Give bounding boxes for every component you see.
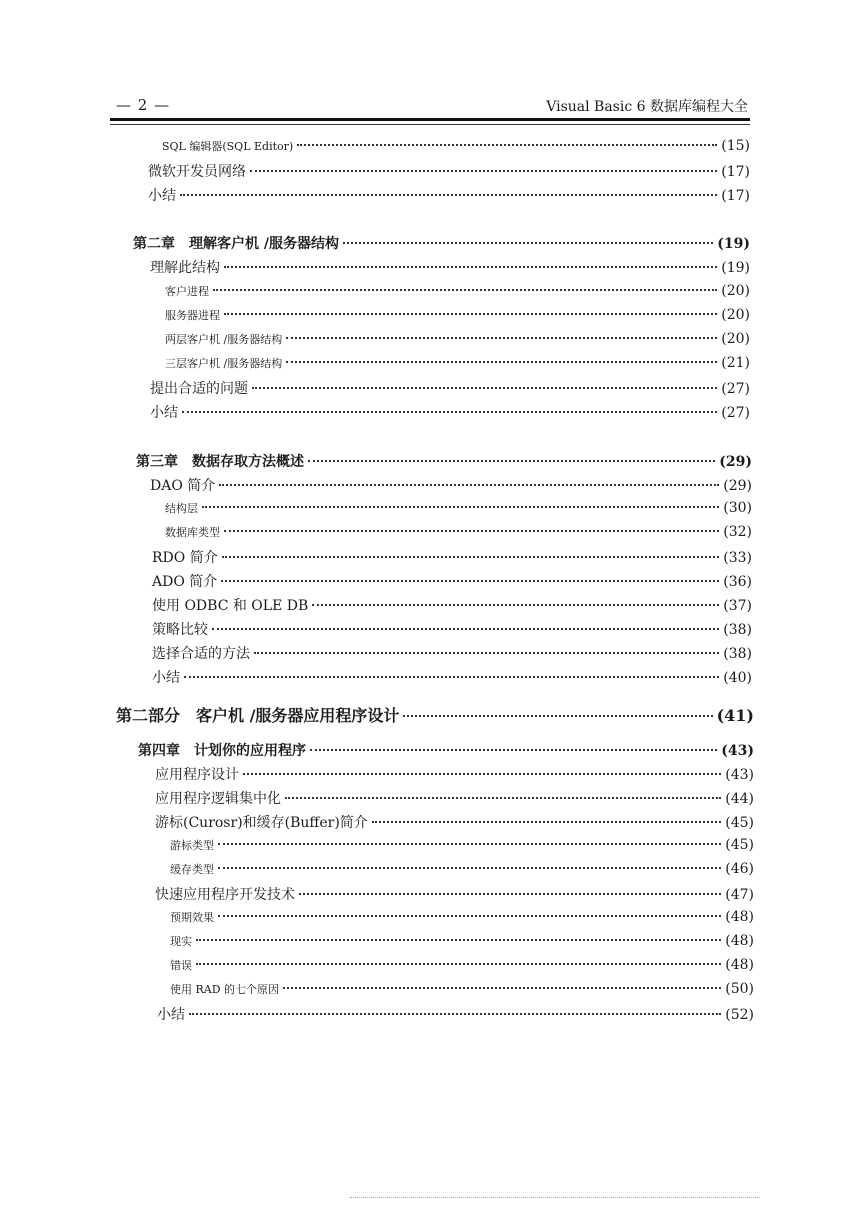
page-number: — 2 — <box>116 96 171 114</box>
dot-leader <box>182 410 717 413</box>
toc-entry-title: 服务器进程 <box>165 309 220 322</box>
dot-leader <box>372 820 721 823</box>
dot-leader <box>196 938 721 941</box>
dot-leader <box>224 265 717 268</box>
toc-entry-title: RDO 简介 <box>152 550 218 566</box>
dot-leader <box>184 675 719 678</box>
dot-leader <box>196 962 721 965</box>
toc-entry-page: (47) <box>725 887 754 903</box>
dot-leader <box>312 603 719 606</box>
toc-entry <box>152 667 752 687</box>
toc-entry <box>152 595 752 615</box>
toc-entry-page: (43) <box>725 767 754 783</box>
toc-entry-page: (40) <box>723 670 752 686</box>
toc-entry-page: (27) <box>721 381 750 397</box>
toc-entry <box>150 402 750 422</box>
toc-entry <box>165 283 750 299</box>
toc-entry <box>136 451 752 471</box>
toc-entry <box>165 500 752 516</box>
toc-entry-title: 应用程序设计 <box>155 767 239 783</box>
dot-leader <box>299 892 721 895</box>
toc-entry-title: DAO 简介 <box>150 478 216 494</box>
toc-entry-page: (15) <box>721 138 750 154</box>
toc-entry <box>152 547 752 567</box>
toc-entry <box>155 812 754 832</box>
toc-entry-page: (29) <box>719 454 752 470</box>
toc-entry-page: (27) <box>721 405 750 421</box>
toc-entry-page: (38) <box>723 646 752 662</box>
dot-leader <box>283 986 721 989</box>
toc-entry <box>152 571 752 591</box>
toc-entry-title: 小结 <box>152 670 180 686</box>
toc-entry-title: 结构层 <box>165 502 198 515</box>
toc-entry <box>170 837 754 853</box>
toc-entry <box>170 861 754 877</box>
toc-entry-title: 缓存类型 <box>170 863 214 876</box>
dot-leader <box>222 555 720 558</box>
toc-entry <box>150 257 750 277</box>
toc-entry <box>170 981 754 997</box>
page-header <box>112 96 750 118</box>
dot-leader <box>218 842 721 845</box>
dot-leader <box>252 386 717 389</box>
dot-leader <box>308 459 715 462</box>
toc-entry-title: 第二部分 客户机 /服务器应用程序设计 <box>116 706 400 725</box>
toc-entry-page: (29) <box>723 478 752 494</box>
dot-leader <box>221 579 719 582</box>
toc-entry-page: (20) <box>721 307 750 323</box>
toc-entry-title: 现实 <box>170 935 192 948</box>
toc-entry <box>170 909 754 925</box>
toc-entry-page: (43) <box>721 743 754 759</box>
toc-entry <box>152 619 752 639</box>
toc-entry-page: (44) <box>725 791 754 807</box>
dot-leader <box>286 360 717 363</box>
dot-leader <box>243 772 721 775</box>
toc-entry <box>170 933 754 949</box>
header-rule-thick <box>110 118 750 121</box>
toc-entry-title: 第三章 数据存取方法概述 <box>136 454 304 470</box>
toc-entry-title: 预期效果 <box>170 911 214 924</box>
dot-leader <box>189 1012 721 1015</box>
toc-entry-title: 客户进程 <box>165 285 209 298</box>
toc-entry-page: (19) <box>721 260 750 276</box>
dot-leader <box>250 169 717 172</box>
dot-leader <box>213 288 717 291</box>
dot-leader <box>180 193 717 196</box>
toc-entry-title: 数据库类型 <box>165 526 220 539</box>
toc-entry-page: (20) <box>721 331 750 347</box>
dot-leader <box>343 241 713 244</box>
toc-entry <box>148 185 750 205</box>
toc-entry-title: 应用程序逻辑集中化 <box>155 791 281 807</box>
toc-entry-title: 快速应用程序开发技术 <box>155 887 295 903</box>
toc-entry-page: (52) <box>725 1007 754 1023</box>
toc-entry-title: SQL 编辑器(SQL Editor) <box>162 140 294 153</box>
toc-entry-page: (38) <box>723 622 752 638</box>
toc-entry-title: 选择合适的方法 <box>152 646 250 662</box>
toc-entry <box>157 1004 754 1024</box>
toc-entry-page: (17) <box>721 164 750 180</box>
toc-entry <box>150 378 750 398</box>
toc-entry-title: 使用 ODBC 和 OLE DB <box>152 598 309 614</box>
toc-entry <box>150 475 752 495</box>
toc-entry <box>155 788 754 808</box>
toc-entry <box>170 957 754 973</box>
footer-dotted-line <box>350 1196 760 1198</box>
header-rule-thin <box>110 124 750 125</box>
toc-entry-title: 第四章 计划你的应用程序 <box>138 743 306 759</box>
toc-entry-title: 小结 <box>157 1007 185 1023</box>
dot-leader <box>285 796 721 799</box>
toc-entry-page: (37) <box>723 598 752 614</box>
toc-entry-title: 提出合适的问题 <box>150 381 248 397</box>
toc-entry-title: 策略比较 <box>152 622 208 638</box>
dot-leader <box>310 748 717 751</box>
toc-entry-page: (20) <box>721 283 750 299</box>
toc-entry-page: (45) <box>725 837 754 853</box>
toc-entry-page: (17) <box>721 188 750 204</box>
dot-leader <box>218 914 721 917</box>
toc-entry-title: 游标类型 <box>170 839 214 852</box>
toc-entry-page: (46) <box>725 861 754 877</box>
toc-entry-page: (21) <box>721 355 750 371</box>
toc-entry-page: (36) <box>723 574 752 590</box>
toc-entry <box>165 331 750 347</box>
toc-entry <box>165 307 750 323</box>
toc-entry-page: (41) <box>716 706 754 725</box>
toc-entry-title: 三层客户机 /服务器结构 <box>165 357 283 370</box>
toc-entry-title: 小结 <box>148 188 176 204</box>
toc-entry <box>165 524 752 540</box>
toc-entry-page: (33) <box>723 550 752 566</box>
book-title: Visual Basic 6 数据库编程大全 <box>546 99 748 115</box>
toc-entry-page: (30) <box>723 500 752 516</box>
toc-entry-page: (48) <box>725 933 754 949</box>
toc-entry-title: 错误 <box>170 959 192 972</box>
toc-entry <box>152 643 752 663</box>
toc-entry-page: (45) <box>725 815 754 831</box>
toc-entry <box>148 161 750 181</box>
dot-leader <box>286 336 717 339</box>
toc-entry-title: 使用 RAD 的七个原因 <box>170 983 280 996</box>
toc-entry <box>138 740 754 760</box>
toc-entry-page: (19) <box>717 236 750 252</box>
toc-entry-title: 游标(Curosr)和缓存(Buffer)简介 <box>155 815 368 831</box>
toc-entry <box>165 355 750 371</box>
dot-leader <box>297 143 717 146</box>
toc-entry <box>116 703 754 726</box>
dot-leader <box>224 312 717 315</box>
toc-entry-title: 小结 <box>150 405 178 421</box>
dot-leader <box>212 627 719 630</box>
toc-entry <box>155 764 754 784</box>
toc-entry-title: 微软开发员网络 <box>148 164 246 180</box>
dot-leader <box>403 714 712 717</box>
toc-entry-title: 第二章 理解客户机 /服务器结构 <box>133 236 339 252</box>
dot-leader <box>218 866 721 869</box>
toc-entry-page: (48) <box>725 957 754 973</box>
toc-entry-title: ADO 简介 <box>152 574 218 590</box>
toc-entry <box>133 233 750 253</box>
dot-leader <box>224 529 719 532</box>
dot-leader <box>219 483 719 486</box>
toc-entry-page: (32) <box>723 524 752 540</box>
toc-entry-page: (48) <box>725 909 754 925</box>
toc-entry-title: 理解此结构 <box>150 260 220 276</box>
toc-entry <box>162 138 750 154</box>
dot-leader <box>254 651 719 654</box>
toc-entry-page: (50) <box>725 981 754 997</box>
toc-entry-title: 两层客户机 /服务器结构 <box>165 333 283 346</box>
dot-leader <box>202 505 719 508</box>
toc-entry <box>155 884 754 904</box>
